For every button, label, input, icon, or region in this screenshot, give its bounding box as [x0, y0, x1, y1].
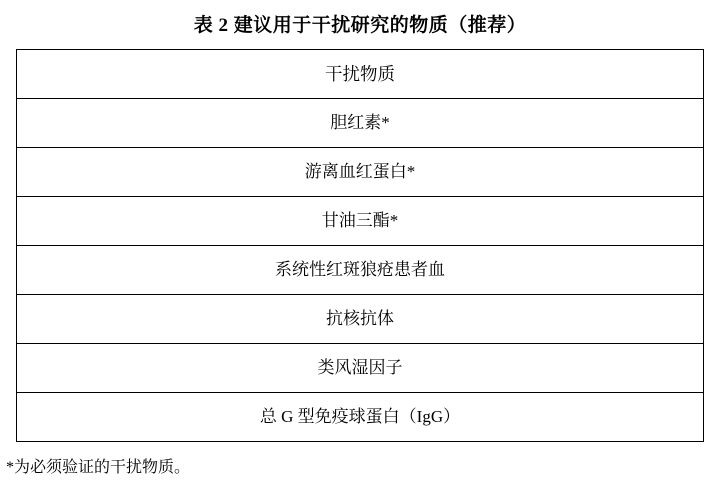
table-body: [17, 99, 704, 442]
table-cell-substance: 胆红素*: [17, 99, 704, 148]
table-header-row: [17, 50, 704, 99]
table-cell-substance: 游离血红蛋白*: [17, 148, 704, 197]
table-row: [17, 148, 704, 197]
table-footnote: *为必须验证的干扰物质。: [6, 459, 191, 476]
table-head: [17, 50, 704, 99]
table-row: [17, 295, 704, 344]
table-row: [17, 99, 704, 148]
table-cell-substance: 类风湿因子: [17, 344, 704, 393]
table-row: [17, 344, 704, 393]
table-row: [17, 197, 704, 246]
table-container: [16, 49, 704, 442]
table-caption: 表 2 建议用于干扰研究的物质（推荐）: [193, 15, 527, 36]
table-row: [17, 246, 704, 295]
table-row: [17, 393, 704, 442]
table-cell-substance: 系统性红斑狼疮患者血: [17, 246, 704, 295]
table-cell-substance: 抗核抗体: [17, 295, 704, 344]
table-cell-substance: 总 G 型免疫球蛋白（IgG）: [17, 393, 704, 442]
table-cell-substance: 甘油三酯*: [17, 197, 704, 246]
column-header-substance: 干扰物质: [17, 50, 704, 99]
interfering-substances-table: [16, 49, 704, 442]
